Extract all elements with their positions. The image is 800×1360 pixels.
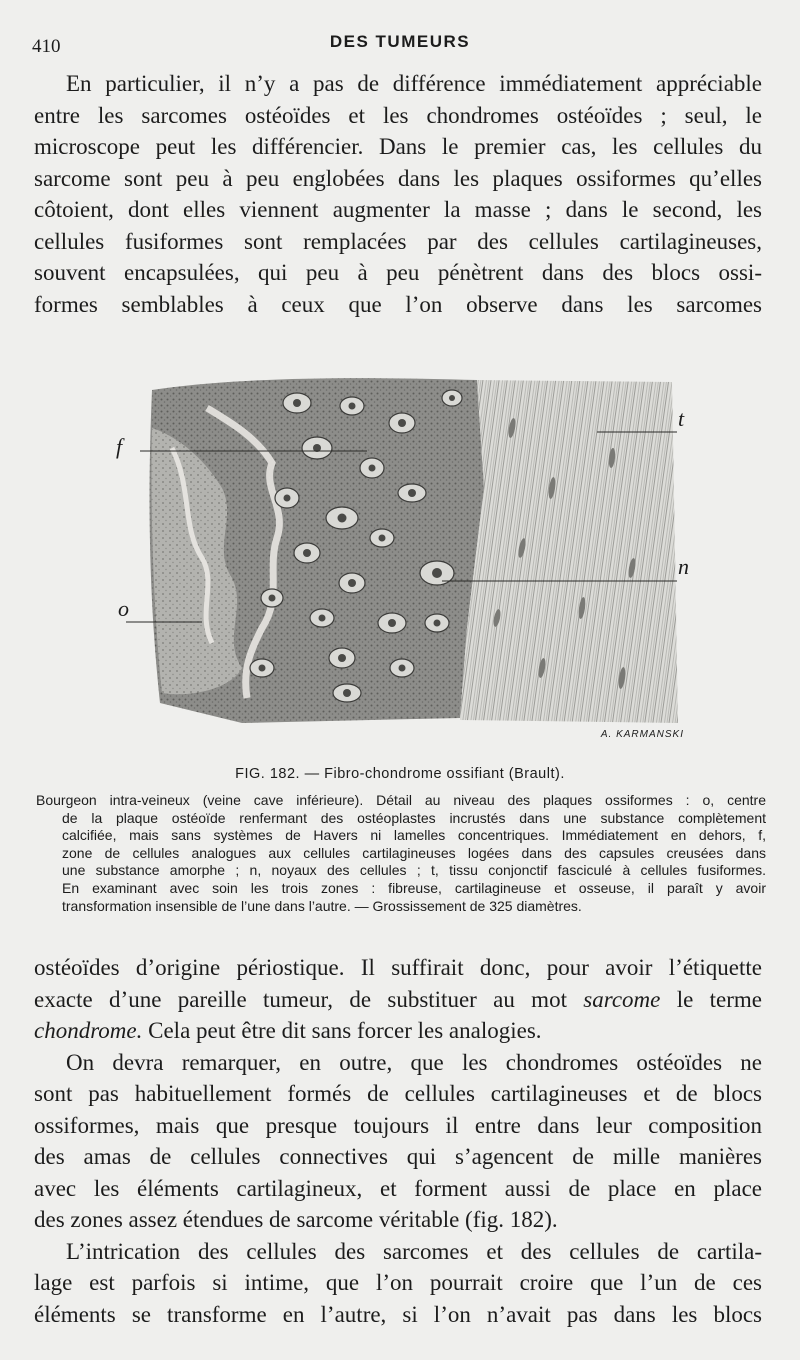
text-line: éléments se transforme en l’autre, si l’on n’avait pas dans les blocs — [34, 1301, 762, 1327]
page-header — [30, 30, 770, 56]
text-line: souvent encapsulées, qui peu à peu pénètrent dans des blocs ossi- — [34, 260, 762, 285]
emphasized-word: sarcome — [583, 986, 661, 1012]
text-line: ossiformes, mais que presque toujours il entre dans leur composition — [34, 1112, 762, 1138]
page-number: 410 — [32, 36, 61, 57]
text-line: des amas de cellules connectives qui s’agencent de mille manières — [34, 1144, 762, 1169]
text-line: cellules fusiformes sont remplacées par des cellules cartilagineuses, — [34, 228, 762, 254]
caption-line: calcifiée, mais sans systèmes de Havers ni lamelles concentriques. Immédiatement en dehors, f, — [62, 827, 766, 844]
caption-line: Bourgeon intra-veineux (veine cave inférieure). Détail au niveau des plaques ossiformes : o, centre — [36, 792, 766, 808]
text-line: En particulier, il n’y a pas de différence immédiatement appréciable — [66, 71, 762, 96]
text-fragment: Cela peut être dit sans forcer les analogies. — [142, 1018, 542, 1043]
figure-label-t: t — [678, 406, 685, 431]
text-fragment: exacte d’une pareille tumeur, de substituer au mot — [34, 986, 567, 1012]
emphasized-word: chondrome. — [34, 1018, 143, 1043]
text-line: microscope peut les différencier. Dans le premier cas, les cellules du — [34, 134, 762, 159]
text-line: formes semblables à ceux que l’on observe dans les sarcomes — [34, 291, 762, 317]
figure-label-o: o — [118, 596, 129, 621]
text-line — [34, 984, 762, 1016]
text-line: sarcome sont peu à peu englobées dans les plaques ossiformes qu’elles — [34, 165, 762, 191]
caption-line: En examinant avec soin les trois zones : fibreuse, cartilagineuse et osseuse, il paraît y avoir — [62, 879, 766, 896]
caption-line: transformation insensible de l’une dans l’autre. — Grossissement de 325 diamètres. — [62, 897, 582, 914]
text-line: entre les sarcomes ostéoïdes et les chondromes ostéoïdes ; seul, le — [34, 102, 762, 128]
illustrator-signature: A. KARMANSKI — [600, 729, 684, 740]
text-fragment: le terme — [660, 986, 762, 1012]
text-line: côtoient, dont elles viennent augmenter la masse ; dans le second, les — [34, 197, 762, 222]
caption-line: zone de cellules analogues aux cellules cartilagineuses logées dans des capsules creusées dans — [62, 844, 766, 861]
figure-caption-body — [36, 792, 766, 915]
histology-illustration — [112, 368, 712, 748]
caption-line: une substance amorphe ; n, noyaux des cellules ; t, tissu conjonctif fasciculé à cellules fusiformes. — [62, 862, 766, 879]
text-line: L’intrication des cellules des sarcomes et des cellules de cartila- — [66, 1238, 762, 1264]
figure-label-f: f — [116, 434, 123, 459]
running-title: DES TUMEURS — [329, 32, 471, 51]
text-line: ostéoïdes d’origine périostique. Il suffirait donc, pour avoir l’étiquette — [34, 955, 762, 980]
text-line — [34, 1015, 762, 1047]
text-line: sont pas habituellement formés de cellules cartilagineuses et de blocs — [34, 1081, 762, 1106]
paragraph-top — [34, 68, 762, 320]
figure-label-n: n — [678, 554, 689, 579]
paragraph-bottom — [34, 952, 762, 1330]
histology-figure — [112, 368, 712, 748]
caption-line: de la plaque ostéoïde renfermant des ostéoplastes incrustés dans une substance complètement — [62, 809, 766, 826]
text-line: On devra remarquer, en outre, que les chondromes ostéoïdes ne — [66, 1049, 762, 1075]
text-line: des zones assez étendues de sarcome véritable (fig. 182). — [34, 1207, 558, 1232]
figure-caption-title: FIG. 182. — Fibro-chondrome ossifiant (Brault). — [235, 766, 565, 782]
text-line: lage est parfois si intime, que l’on pourrait croire que l’un de ces — [34, 1270, 762, 1295]
text-line: avec les éléments cartilagineux, et forment aussi de place en place — [34, 1175, 762, 1201]
